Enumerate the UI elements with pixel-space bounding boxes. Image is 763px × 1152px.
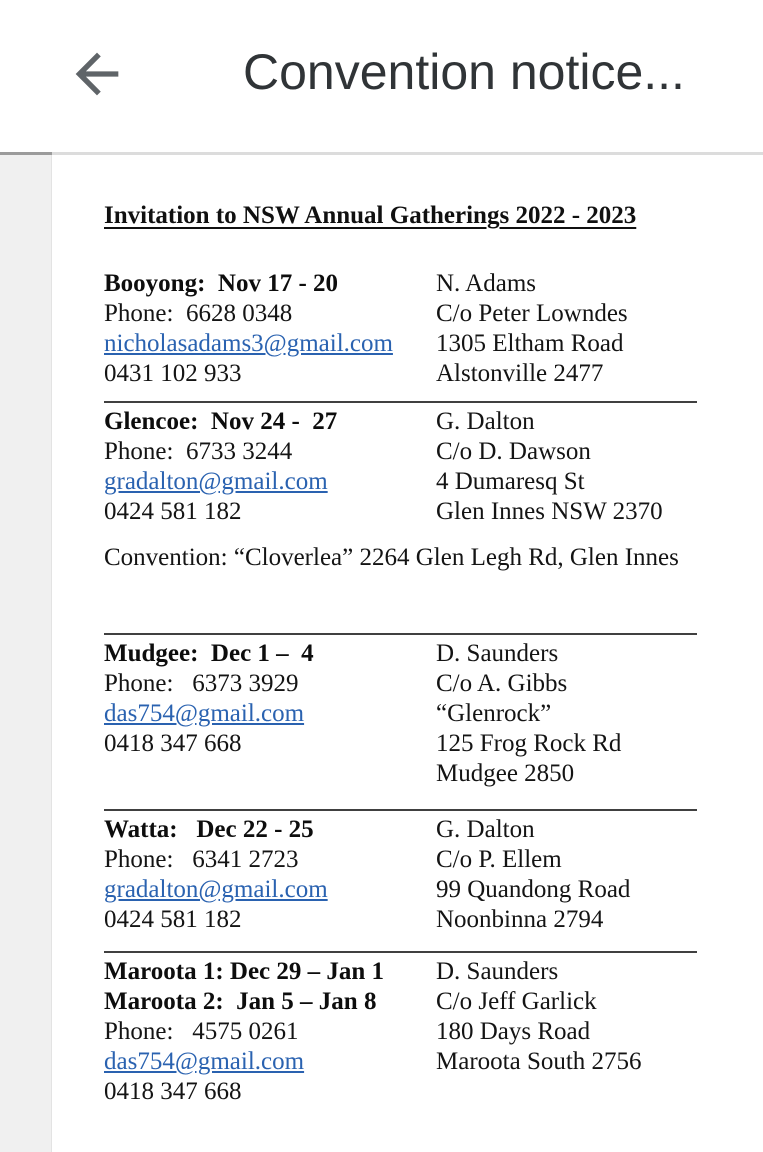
event-date-line: Watta: Dec 22 - 25	[104, 816, 314, 843]
back-button[interactable]	[64, 42, 130, 106]
contact-town: Mudgee 2850	[436, 760, 575, 787]
app-bar	[0, 0, 763, 152]
contact-care-of: C/o Peter Lowndes	[436, 300, 628, 327]
section-maroota	[104, 957, 763, 1107]
document-title: Convention notice...	[243, 44, 685, 100]
section-divider	[104, 401, 697, 403]
convention-venue-note: Convention: “Cloverlea” 2264 Glen Legh Rd, Glen Innes	[104, 544, 679, 571]
contact-town: Glen Innes NSW 2370	[436, 498, 663, 525]
phone-line: Phone: 6341 2723	[104, 846, 299, 873]
contact-street: 125 Frog Rock Rd	[436, 730, 622, 757]
contact-property: “Glenrock”	[436, 700, 552, 727]
section-divider	[104, 809, 697, 811]
page-left-gutter	[0, 155, 52, 1152]
contact-street: 1305 Eltham Road	[436, 330, 624, 357]
event-date-line: Booyong: Nov 17 - 20	[104, 270, 339, 297]
mobile-line: 0431 102 933	[104, 360, 242, 387]
section-watta	[104, 815, 763, 935]
document-viewer[interactable]	[0, 155, 763, 1152]
event-date-line: Glencoe: Nov 24 - 27	[104, 408, 338, 435]
doc-heading: Invitation to NSW Annual Gatherings 2022 - 2023	[104, 202, 637, 229]
section-divider	[104, 633, 697, 635]
contact-care-of: C/o D. Dawson	[436, 438, 591, 465]
contact-town: Noonbinna 2794	[436, 906, 604, 933]
email-link[interactable]: das754@gmail.com	[104, 700, 305, 727]
contact-street: 180 Days Road	[436, 1018, 591, 1045]
contact-town: Maroota South 2756	[436, 1048, 642, 1075]
event-date-line: Mudgee: Dec 1 – 4	[104, 640, 314, 667]
phone-line: Phone: 6628 0348	[104, 300, 293, 327]
event-date-line: Maroota 1: Dec 29 – Jan 1	[104, 958, 385, 985]
contact-name: N. Adams	[436, 270, 536, 297]
mobile-line: 0424 581 182	[104, 906, 242, 933]
email-link[interactable]: nicholasadams3@gmail.com	[104, 330, 393, 357]
email-link[interactable]: gradalton@gmail.com	[104, 468, 328, 495]
section-divider	[104, 951, 697, 953]
contact-street: 4 Dumaresq St	[436, 468, 585, 495]
section-booyong	[104, 269, 763, 389]
document-page	[53, 155, 763, 1152]
contact-name: G. Dalton	[436, 816, 535, 843]
phone-line: Phone: 6733 3244	[104, 438, 293, 465]
contact-town: Alstonville 2477	[436, 360, 604, 387]
contact-name: G. Dalton	[436, 408, 535, 435]
email-link[interactable]: gradalton@gmail.com	[104, 876, 328, 903]
phone-line: Phone: 4575 0261	[104, 1018, 299, 1045]
arrow-left-icon	[64, 94, 130, 109]
email-link[interactable]: das754@gmail.com	[104, 1048, 305, 1075]
section-mudgee	[104, 639, 763, 789]
mobile-line: 0418 347 668	[104, 1078, 242, 1105]
section-glencoe	[104, 407, 763, 573]
mobile-line: 0424 581 182	[104, 498, 242, 525]
event-date-line-2: Maroota 2: Jan 5 – Jan 8	[104, 988, 377, 1015]
mobile-line: 0418 347 668	[104, 730, 242, 757]
contact-street: 99 Quandong Road	[436, 876, 631, 903]
phone-line: Phone: 6373 3929	[104, 670, 299, 697]
contact-name: D. Saunders	[436, 958, 559, 985]
contact-care-of: C/o P. Ellem	[436, 846, 562, 873]
contact-care-of: C/o Jeff Garlick	[436, 988, 597, 1015]
contact-care-of: C/o A. Gibbs	[436, 670, 568, 697]
contact-name: D. Saunders	[436, 640, 559, 667]
